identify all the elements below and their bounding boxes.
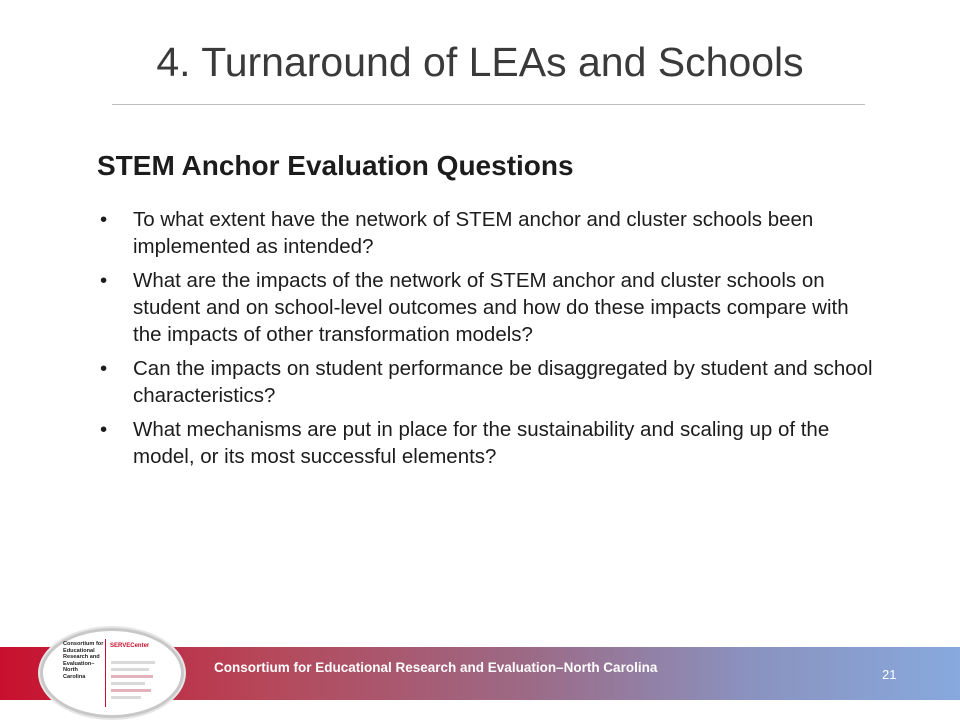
page-number: 21	[882, 667, 897, 682]
bullet-icon: •	[100, 208, 108, 231]
logo-divider	[105, 639, 106, 707]
logo-line: Educational	[63, 647, 95, 654]
title-divider	[112, 104, 865, 105]
list-item	[100, 355, 880, 409]
slide-title: 4. Turnaround of LEAs and Schools	[156, 39, 804, 85]
question-list	[100, 206, 880, 477]
list-item	[100, 267, 880, 348]
bullet-text: To what extent have the network of STEM anchor and cluster schools been implemented as intended?	[133, 208, 814, 258]
logo-wordmark	[63, 641, 103, 681]
logo-line: Research and	[63, 654, 100, 661]
logo-line: Carolina	[63, 673, 86, 680]
bullet-text: What are the impacts of the network of STEM anchor and cluster schools on student and on school-level outcomes and how do these impacts compare with the impacts of other transformation models?	[133, 269, 849, 346]
footer-organization: Consortium for Educational Research and Evaluation–North Carolina	[214, 660, 658, 675]
logo-line: North	[63, 667, 78, 674]
partner-logos	[111, 661, 159, 701]
list-item	[100, 416, 880, 470]
serve-logo	[110, 643, 160, 655]
bullet-text: Can the impacts on student performance be disaggregated by student and school characteristics?	[133, 357, 873, 407]
bullet-icon: •	[100, 357, 108, 380]
bullet-icon: •	[100, 269, 108, 292]
list-item	[100, 206, 880, 260]
bullet-icon: •	[100, 418, 108, 441]
section-heading: STEM Anchor Evaluation Questions	[97, 150, 574, 181]
logo-line: Evaluation–	[63, 660, 95, 667]
bullet-text: What mechanisms are put in place for the sustainability and scaling up of the model, or its most successful elements?	[133, 418, 830, 468]
logo-line: Consortium for	[63, 641, 104, 647]
serve-label: SERVECenter	[110, 643, 150, 649]
cere-logo	[40, 628, 184, 718]
